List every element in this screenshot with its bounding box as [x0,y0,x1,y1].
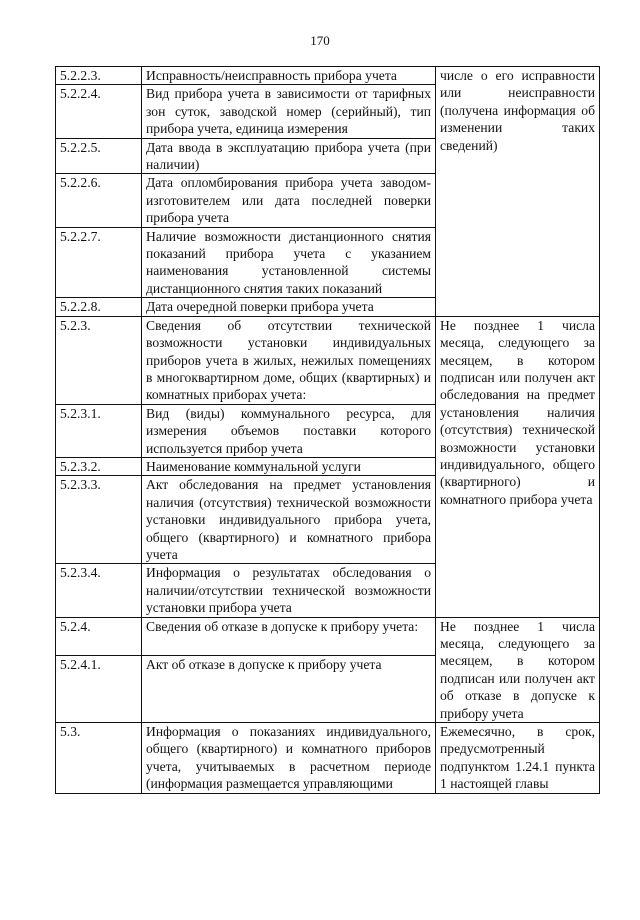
row-text: Наименование коммунальной услуги [142,457,436,475]
deadline-note: Не позднее 1 числа месяца, следующего за месяцем, в котором подписан или получен акт об отказе в допуске к прибору учета [436,617,600,722]
table-row [56,723,600,794]
deadline-note: числе о его исправности или неисправности (получена информация об изменении таких сведений) [436,67,600,317]
row-number: 5.2.3.1. [56,404,142,457]
table-row [56,67,600,85]
row-number: 5.2.4.1. [56,656,142,723]
row-text: Наличие возможности дистанционного снятия показаний прибора учета с указанием наименования установленной системы дистанционного снятия таких показаний [142,227,436,298]
row-text: Дата опломбирования прибора учета заводом-изготовителем или дата последней поверки прибора учета [142,174,436,227]
row-text: Акт об отказе в допуске к прибору учета [142,656,436,723]
row-number: 5.2.3.2. [56,457,142,475]
row-text: Информация о результатах обследования о наличии/отсутствии технической возможности установки прибора учета [142,564,436,617]
row-text: Вид прибора учета в зависимости от тарифных зон суток, заводской номер (серийный), тип прибора учета, единица измерения [142,85,436,138]
row-text: Исправность/неисправность прибора учета [142,67,436,85]
row-number: 5.2.3. [56,316,142,404]
row-number: 5.2.2.6. [56,174,142,227]
table-row [56,617,600,655]
row-number: 5.2.3.4. [56,564,142,617]
row-text: Дата ввода в эксплуатацию прибора учета (при наличии) [142,138,436,174]
row-text: Дата очередной поверки прибора учета [142,298,436,316]
table-row [56,316,600,404]
row-text: Информация о показаниях индивидуального, общего (квартирного) и комнатного приборов учета, учитываемых в расчетном периоде (информация размещается управляющими [142,723,436,794]
requirements-table [55,66,600,794]
deadline-note: Не позднее 1 числа месяца, следующего за месяцем, в котором подписан или получен акт обследования на предмет установления наличия (отсутствия) технической возможности установки индивидуального, общего (квартирного) и комнатного прибора учета [436,316,600,617]
row-number: 5.2.2.8. [56,298,142,316]
row-text: Сведения об отказе в допуске к прибору учета: [142,617,436,655]
row-number: 5.3. [56,723,142,794]
page-number: 170 [310,33,330,48]
row-number: 5.2.3.3. [56,476,142,564]
row-text: Вид (виды) коммунального ресурса, для измерения объемов поставки которого используется прибор учета [142,404,436,457]
row-text: Сведения об отсутствии технической возможности установки индивидуальных приборов учета в жилых, нежилых помещениях в многоквартирном доме, общих (квартирных) и комнатных приборах учета: [142,316,436,404]
row-text: Акт обследования на предмет установления наличия (отсутствия) технической возможности установки индивидуального прибора учета, общего (квартирного) и комнатного прибора учета [142,476,436,564]
row-number: 5.2.2.7. [56,227,142,298]
deadline-note: Ежемесячно, в срок, предусмотренный подпунктом 1.24.1 пункта 1 настоящей главы [436,723,600,794]
row-number: 5.2.2.4. [56,85,142,138]
row-number: 5.2.2.3. [56,67,142,85]
row-number: 5.2.4. [56,617,142,655]
row-number: 5.2.2.5. [56,138,142,174]
